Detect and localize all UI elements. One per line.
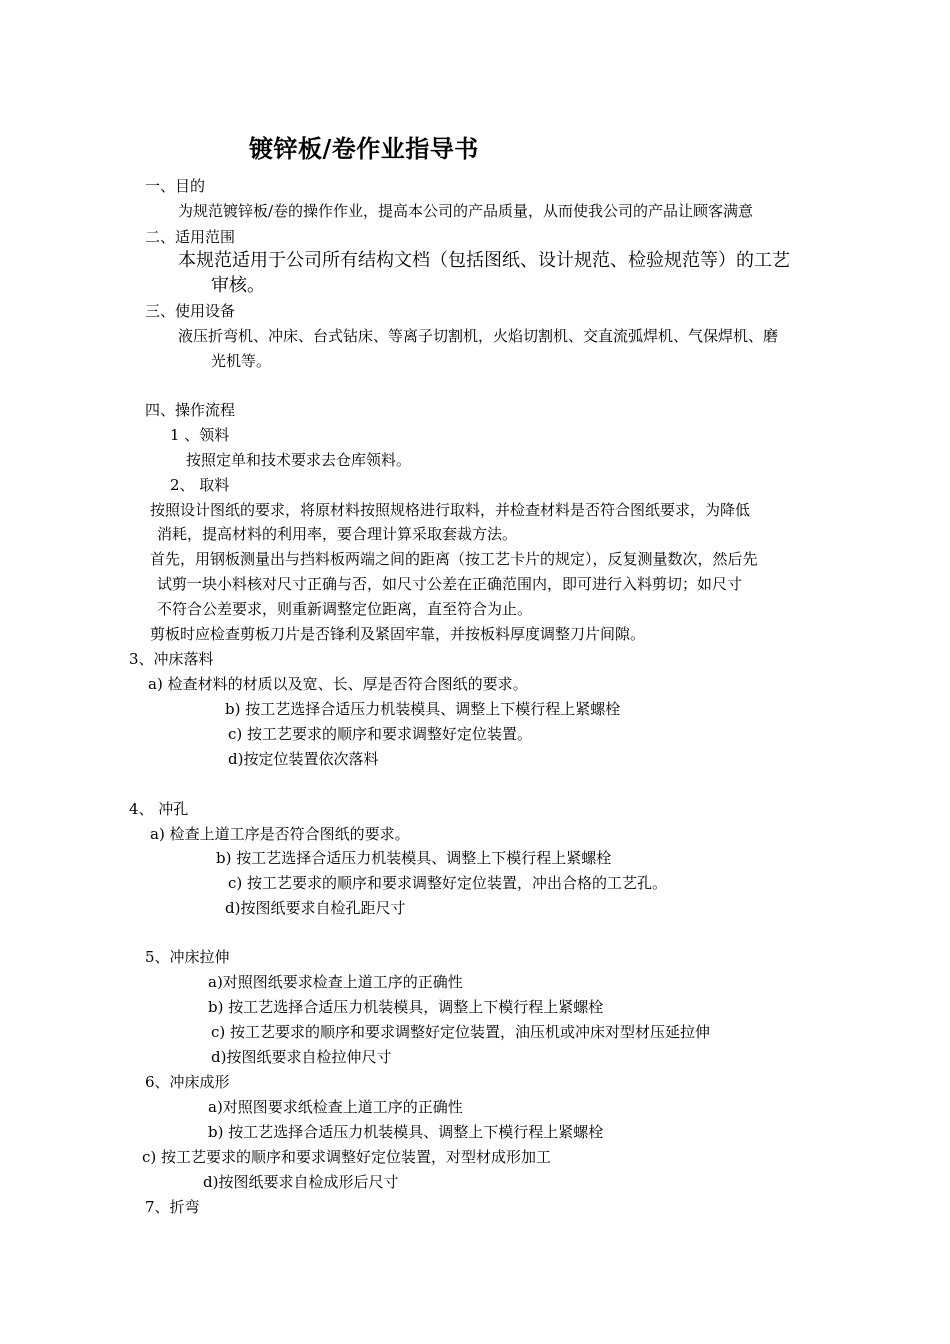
step4-heading: 4、 冲孔	[129, 800, 189, 818]
document-title: 镀锌板/卷作业指导书	[249, 134, 479, 163]
step2-paragraph1-line1: 按照设计图纸的要求，将原材料按照规格进行取料，并检查材料是否符合图纸要求，为降低	[150, 501, 751, 519]
step3-item-b: b) 按工艺选择合适压力机装模具、调整上下模行程上紧螺栓	[225, 700, 621, 718]
step5-heading: 5、冲床拉伸	[145, 948, 230, 966]
step2-heading: 2、 取料	[170, 476, 230, 494]
step7-heading: 7、折弯	[145, 1198, 200, 1216]
step6-heading: 6、冲床成形	[145, 1073, 230, 1091]
step3-item-a: a) 检查材料的材质以及宽、长、厚是否符合图纸的要求。	[148, 675, 528, 693]
step3-item-d: d)按定位装置依次落料	[228, 750, 379, 768]
step5-item-d: d)按图纸要求自检拉伸尺寸	[211, 1048, 392, 1066]
step2-paragraph1-line2: 消耗，提高材料的利用率，要合理计算采取套裁方法。	[157, 525, 518, 543]
step4-item-c: c) 按工艺要求的顺序和要求调整好定位装置，冲出合格的工艺孔。	[228, 874, 668, 892]
step6-item-c: c) 按工艺要求的顺序和要求调整好定位装置，对型材成形加工	[142, 1148, 552, 1166]
section-scope-body-line2: 审核。	[211, 275, 265, 296]
step4-item-a: a) 检查上道工序是否符合图纸的要求。	[150, 825, 410, 843]
section-process-heading: 四、操作流程	[145, 401, 236, 419]
step6-item-b: b) 按工艺选择合适压力机装模具、调整上下模行程上紧螺栓	[208, 1123, 604, 1141]
step2-paragraph3: 剪板时应检查剪板刀片是否锋利及紧固牢靠，并按板料厚度调整刀片间隙。	[150, 625, 646, 643]
section-equipment-heading: 三、使用设备	[145, 302, 236, 320]
section-equipment-body-line1: 液压折弯机、冲床、台式钻床、等离子切割机，火焰切割机、交直流弧焊机、气保焊机、磨	[178, 327, 779, 345]
step5-item-b: b) 按工艺选择合适压力机装模具，调整上下模行程上紧螺栓	[208, 998, 604, 1016]
section-purpose-body: 为规范镀锌板/卷的操作作业，提高本公司的产品质量，从而使我公司的产品让顾客满意	[178, 202, 754, 220]
step4-item-d: d)按图纸要求自检孔距尺寸	[225, 899, 406, 917]
step5-item-c: c) 按工艺要求的顺序和要求调整好定位装置，油压机或冲床对型材压延拉伸	[211, 1023, 711, 1041]
section-scope-heading: 二、适用范围	[145, 228, 236, 246]
step6-item-d: d)按图纸要求自检成形后尺寸	[203, 1173, 399, 1191]
step4-item-b: b) 按工艺选择合适压力机装模具、调整上下模行程上紧螺栓	[216, 849, 612, 867]
section-scope-body-line1: 本规范适用于公司所有结构文档（包括图纸、设计规范、检验规范等）的工艺	[178, 250, 790, 271]
section-equipment-body-line2: 光机等。	[211, 352, 272, 370]
step1-heading: 1 、领料	[170, 426, 230, 444]
step2-paragraph2-line1: 首先，用钢板测量出与挡料板两端之间的距离（按工艺卡片的规定），反复测量数次，然后先	[150, 550, 758, 568]
step6-item-a: a)对照图要求纸检查上道工序的正确性	[208, 1098, 463, 1116]
step5-item-a: a)对照图纸要求检查上道工序的正确性	[208, 973, 463, 991]
step3-heading: 3、冲床落料	[129, 650, 214, 668]
section-purpose-heading: 一、目的	[145, 177, 206, 195]
step3-item-c: c) 按工艺要求的顺序和要求调整好定位装置。	[228, 725, 533, 743]
step2-paragraph2-line3: 不符合公差要求，则重新调整定位距离，直至符合为止。	[157, 600, 533, 618]
step1-body: 按照定单和技术要求去仓库领料。	[186, 451, 412, 469]
step2-paragraph2-line2: 试剪一块小料核对尺寸正确与否，如尺寸公差在正确范围内，即可进行入料剪切；如尺寸	[157, 575, 743, 593]
